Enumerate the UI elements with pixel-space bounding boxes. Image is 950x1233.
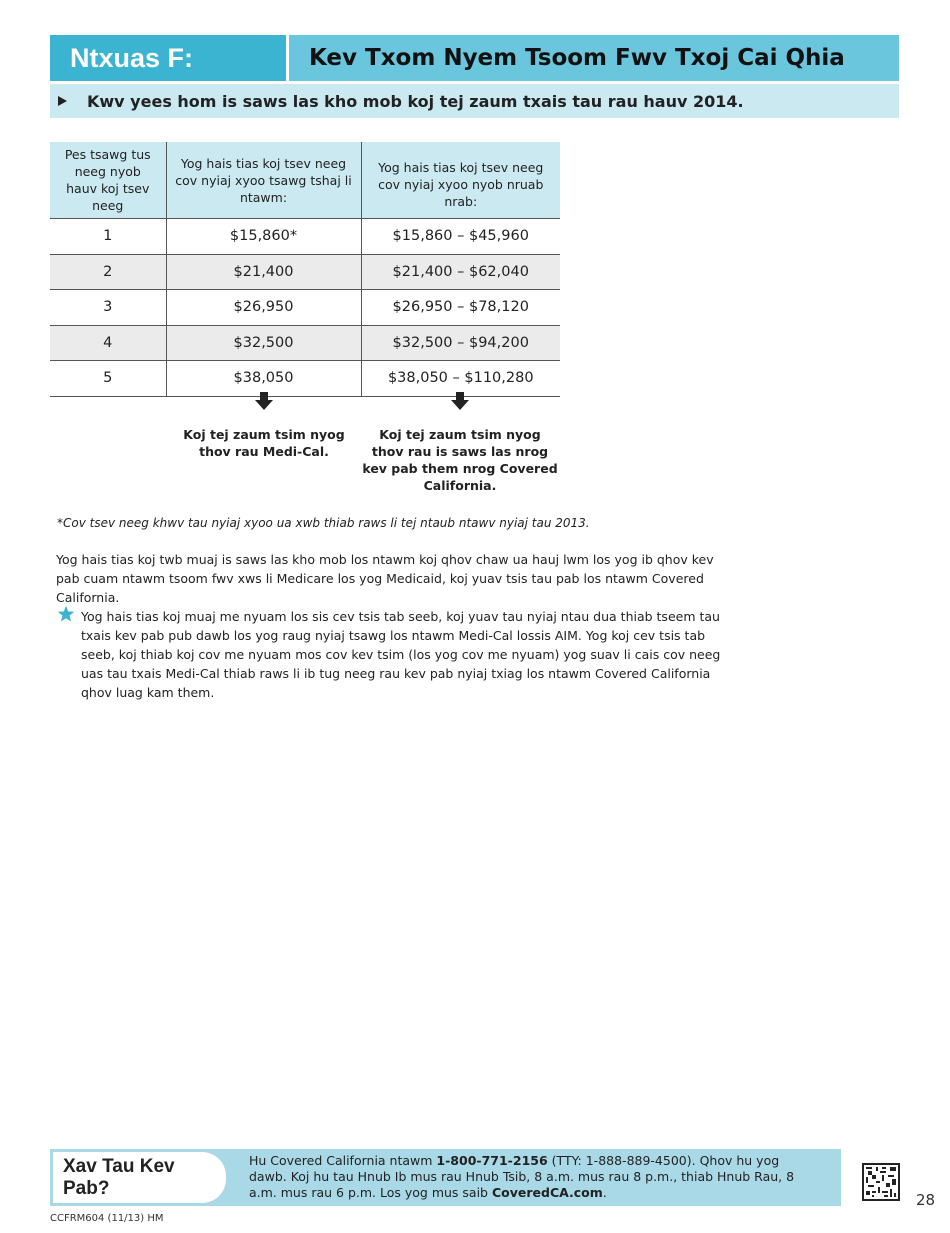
title-bar (50, 35, 899, 81)
cell-household-size: 2 (50, 254, 166, 290)
cell-income-range: $15,860 – $45,960 (361, 219, 560, 255)
column-header-income-range: Yog hais tias koj tsev neeg cov nyiaj xyoo nyob nruab nrab: (361, 142, 560, 219)
section-label: Ntxuas F: (50, 35, 286, 81)
star-icon (57, 605, 75, 623)
column-header-household-size: Pes tsawg tus neeg nyob hauv koj tsev neeg (50, 142, 166, 219)
help-label: Xav Tau Kev Pab? (53, 1152, 226, 1203)
cell-below-income: $21,400 (166, 254, 361, 290)
cell-household-size: 4 (50, 325, 166, 361)
cell-below-income: $15,860* (166, 219, 361, 255)
form-code: CCFRM604 (11/13) HM (50, 1213, 164, 1224)
arrow-down-icon (451, 392, 469, 410)
cell-income-range: $38,050 – $110,280 (361, 361, 560, 397)
column-header-below-income: Yog hais tias koj tsev neeg cov nyiaj xyoo tsawg tshaj li ntawm: (166, 142, 361, 219)
qr-code-icon (862, 1163, 900, 1201)
table-row (50, 290, 560, 326)
help-banner (50, 1149, 841, 1206)
footnote: *Cov tsev neeg khwv tau nyiaj xyoo ua xwb thiab raws li tej ntaub ntawv nyiaj tau 2013. (57, 516, 590, 530)
info-paragraph: Yog hais tias koj twb muaj is saws las kho mob los ntawm koj qhov chaw ua hauj lwm los yog ib qhov kev pab cuam ntawm tsoom fwv xws li Medicare los yog Medicaid, koj yuav tsis tau pab los ntawm Covered California. (56, 552, 714, 605)
subtitle-bar (50, 84, 899, 118)
table-row (50, 219, 560, 255)
table-row (50, 361, 560, 397)
outcome-medi-cal: Koj tej zaum tsim nyog thov rau Medi-Cal. (183, 427, 345, 459)
triangle-bullet-icon (58, 96, 67, 106)
cell-income-range: $21,400 – $62,040 (361, 254, 560, 290)
outcome-covered-california: Koj tej zaum tsim nyog thov rau is saws las nrog kev pab them nrog Covered California. (362, 427, 558, 493)
income-table (50, 142, 560, 397)
page-number: 28 (916, 1191, 936, 1209)
table-header-row (50, 142, 560, 219)
cell-household-size: 1 (50, 219, 166, 255)
cell-below-income: $26,950 (166, 290, 361, 326)
cell-below-income: $32,500 (166, 325, 361, 361)
subtitle-text: Kwv yees hom is saws las kho mob koj tej zaum txais tau rau hauv 2014. (87, 91, 744, 111)
table-row (50, 325, 560, 361)
cell-household-size: 5 (50, 361, 166, 397)
arrow-down-icon (255, 392, 273, 410)
cell-household-size: 3 (50, 290, 166, 326)
table-row (50, 254, 560, 290)
help-website: CoveredCA.com (491, 1185, 603, 1200)
help-text: Hu Covered California ntawm 1-800-771-2156 (TTY: 1-888-889-4500). Qhov hu yog dawb. Koj hu tau Hnub Ib mus rau Hnub Tsib, 8 a.m. mus rau 8 p.m., thiab Hnub Rau, 8 a.m. mus rau 6 p.m. Los yog mus saib CoveredCA.com. (249, 1153, 795, 1200)
star-note: Yog hais tias koj muaj me nyuam los sis cev tsis tab seeb, koj yuav tau nyiaj ntau dua thiab tseem tau txais kev pab pub dawb los yog raug nyiaj tsawg los ntawm Medi-Cal lossis AIM. Yog koj cev tsis tab seeb, koj thiab koj cov me nyuam mos cov kev tsim (los yog cov me nyuam) yog suav li cais cov neeg uas tau txais Medi-Cal thiab raws li ib tug neeg rau kev pab nyiaj txiag los ntawm Covered California qhov luag kam them. (81, 609, 721, 700)
cell-income-range: $26,950 – $78,120 (361, 290, 560, 326)
page-title: Kev Txom Nyem Tsoom Fwv Txoj Cai Qhia (289, 35, 899, 81)
cell-income-range: $32,500 – $94,200 (361, 325, 560, 361)
cell-below-income: $38,050 (166, 361, 361, 397)
help-phone-number: 1-800-771-2156 (436, 1153, 548, 1168)
